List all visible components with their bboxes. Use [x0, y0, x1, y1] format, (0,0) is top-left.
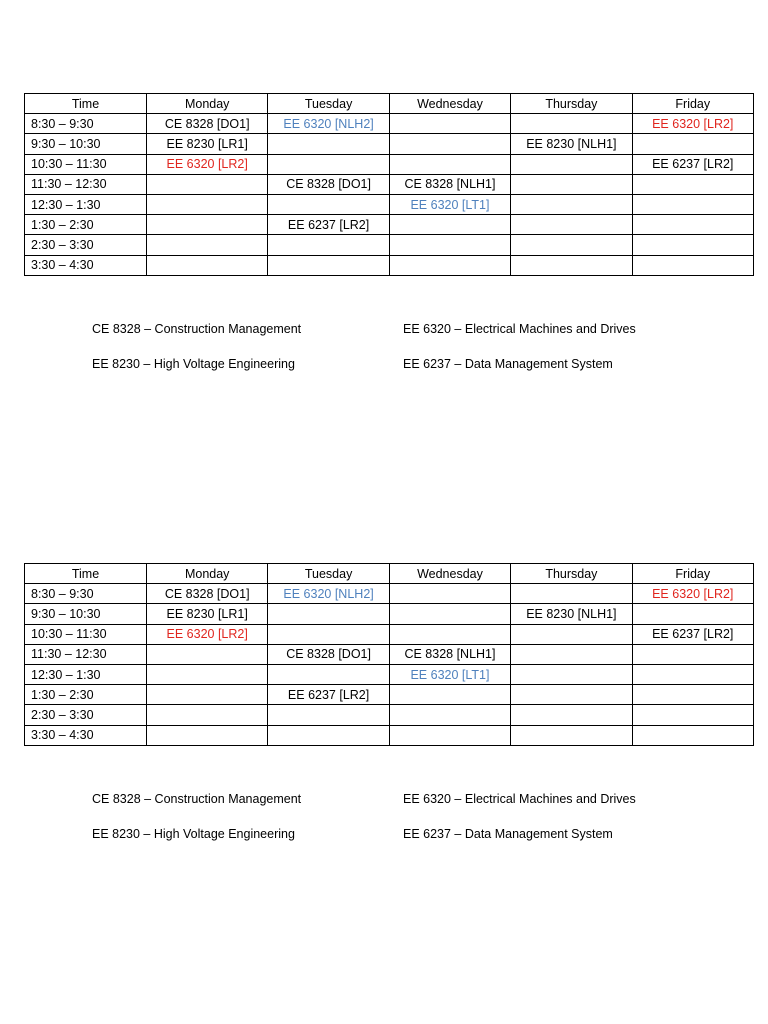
class-cell: EE 6237 [LR2]	[632, 154, 753, 174]
class-cell	[511, 685, 632, 705]
class-cell	[268, 235, 389, 255]
table-row	[25, 154, 754, 174]
class-cell: EE 8230 [LR1]	[147, 604, 268, 624]
timetable-body	[25, 114, 754, 276]
class-cell	[632, 725, 753, 745]
class-cell	[511, 255, 632, 275]
table-row	[25, 705, 754, 725]
time-slot-cell: 3:30 – 4:30	[25, 255, 147, 275]
class-cell	[268, 705, 389, 725]
class-cell	[511, 584, 632, 604]
legend-item: EE 6320 – Electrical Machines and Drives	[403, 792, 636, 806]
class-cell	[511, 215, 632, 235]
class-cell	[268, 604, 389, 624]
header-row	[25, 564, 754, 584]
table-row	[25, 194, 754, 214]
header-row	[25, 94, 754, 114]
class-cell	[268, 664, 389, 684]
time-slot-cell: 1:30 – 2:30	[25, 685, 147, 705]
table-row	[25, 604, 754, 624]
class-cell	[632, 604, 753, 624]
header-cell: Monday	[147, 564, 268, 584]
class-cell	[632, 174, 753, 194]
legend-item: EE 6237 – Data Management System	[403, 827, 613, 841]
class-cell	[632, 134, 753, 154]
class-cell	[147, 644, 268, 664]
time-slot-cell: 12:30 – 1:30	[25, 194, 147, 214]
class-cell: EE 6320 [LR2]	[147, 154, 268, 174]
class-cell	[147, 174, 268, 194]
class-cell	[632, 664, 753, 684]
class-cell	[511, 174, 632, 194]
class-cell	[389, 604, 510, 624]
class-cell: EE 6320 [LR2]	[632, 584, 753, 604]
time-slot-cell: 9:30 – 10:30	[25, 604, 147, 624]
time-slot-cell: 9:30 – 10:30	[25, 134, 147, 154]
header-cell: Thursday	[511, 564, 632, 584]
class-cell: EE 6320 [LR2]	[632, 114, 753, 134]
header-cell: Time	[25, 564, 147, 584]
time-slot-cell: 2:30 – 3:30	[25, 705, 147, 725]
class-cell	[268, 134, 389, 154]
timetable-body	[25, 584, 754, 746]
class-cell: EE 6320 [LT1]	[389, 664, 510, 684]
class-cell	[147, 215, 268, 235]
time-slot-cell: 3:30 – 4:30	[25, 725, 147, 745]
time-slot-cell: 10:30 – 11:30	[25, 154, 147, 174]
header-cell: Wednesday	[389, 94, 510, 114]
time-slot-cell: 11:30 – 12:30	[25, 644, 147, 664]
class-cell: CE 8328 [NLH1]	[389, 174, 510, 194]
class-cell	[389, 255, 510, 275]
table-row	[25, 685, 754, 705]
table-row	[25, 174, 754, 194]
class-cell: EE 6237 [LR2]	[632, 624, 753, 644]
class-cell	[268, 194, 389, 214]
class-cell	[632, 685, 753, 705]
header-cell: Wednesday	[389, 564, 510, 584]
time-slot-cell: 10:30 – 11:30	[25, 624, 147, 644]
class-cell	[632, 215, 753, 235]
table-row	[25, 134, 754, 154]
class-cell	[632, 644, 753, 664]
class-cell	[389, 705, 510, 725]
class-cell	[632, 194, 753, 214]
class-cell: EE 8230 [LR1]	[147, 134, 268, 154]
class-cell	[511, 114, 632, 134]
timetable	[24, 563, 754, 746]
class-cell	[147, 725, 268, 745]
time-slot-cell: 12:30 – 1:30	[25, 664, 147, 684]
class-cell	[389, 584, 510, 604]
legend-item: EE 8230 – High Voltage Engineering	[92, 827, 295, 841]
table-row	[25, 584, 754, 604]
class-cell	[632, 235, 753, 255]
class-cell: CE 8328 [NLH1]	[389, 644, 510, 664]
class-cell	[147, 705, 268, 725]
class-cell	[511, 705, 632, 725]
class-cell	[511, 624, 632, 644]
timetable	[24, 93, 754, 276]
header-cell: Time	[25, 94, 147, 114]
class-cell	[147, 664, 268, 684]
time-slot-cell: 8:30 – 9:30	[25, 114, 147, 134]
class-cell	[268, 154, 389, 174]
table-row	[25, 235, 754, 255]
table-row	[25, 215, 754, 235]
class-cell: EE 6237 [LR2]	[268, 685, 389, 705]
class-cell	[511, 664, 632, 684]
class-cell	[511, 154, 632, 174]
legend-item: EE 6320 – Electrical Machines and Drives	[403, 322, 636, 336]
header-cell: Friday	[632, 94, 753, 114]
class-cell	[632, 255, 753, 275]
class-cell: EE 8230 [NLH1]	[511, 604, 632, 624]
class-cell	[389, 154, 510, 174]
class-cell: CE 8328 [DO1]	[147, 584, 268, 604]
class-cell	[389, 114, 510, 134]
class-cell	[389, 134, 510, 154]
class-cell	[389, 235, 510, 255]
time-slot-cell: 8:30 – 9:30	[25, 584, 147, 604]
class-cell: CE 8328 [DO1]	[147, 114, 268, 134]
class-cell	[511, 644, 632, 664]
class-cell	[511, 235, 632, 255]
header-cell: Monday	[147, 94, 268, 114]
class-cell	[511, 194, 632, 214]
legend-item: CE 8328 – Construction Management	[92, 792, 302, 806]
class-cell: EE 6237 [LR2]	[268, 215, 389, 235]
class-cell	[147, 235, 268, 255]
legend-item: CE 8328 – Construction Management	[92, 322, 302, 336]
table-row	[25, 624, 754, 644]
time-slot-cell: 11:30 – 12:30	[25, 174, 147, 194]
class-cell	[268, 624, 389, 644]
class-cell	[268, 255, 389, 275]
class-cell: EE 6320 [NLH2]	[268, 584, 389, 604]
header-cell: Friday	[632, 564, 753, 584]
class-cell: EE 8230 [NLH1]	[511, 134, 632, 154]
class-cell: EE 6320 [LR2]	[147, 624, 268, 644]
table-row	[25, 255, 754, 275]
time-slot-cell: 2:30 – 3:30	[25, 235, 147, 255]
legend-item: EE 6237 – Data Management System	[403, 357, 613, 371]
class-cell: CE 8328 [DO1]	[268, 174, 389, 194]
class-cell: EE 6320 [LT1]	[389, 194, 510, 214]
class-cell	[147, 255, 268, 275]
table-row	[25, 664, 754, 684]
class-cell	[389, 725, 510, 745]
class-cell	[268, 725, 389, 745]
time-slot-cell: 1:30 – 2:30	[25, 215, 147, 235]
class-cell	[632, 705, 753, 725]
class-cell: EE 6320 [NLH2]	[268, 114, 389, 134]
header-cell: Thursday	[511, 94, 632, 114]
class-cell	[389, 624, 510, 644]
header-cell: Tuesday	[268, 94, 389, 114]
class-cell	[147, 194, 268, 214]
class-cell: CE 8328 [DO1]	[268, 644, 389, 664]
class-cell	[511, 725, 632, 745]
class-cell	[389, 685, 510, 705]
class-cell	[147, 685, 268, 705]
legend-item: EE 8230 – High Voltage Engineering	[92, 357, 295, 371]
table-row	[25, 644, 754, 664]
class-cell	[389, 215, 510, 235]
table-row	[25, 114, 754, 134]
table-row	[25, 725, 754, 745]
header-cell: Tuesday	[268, 564, 389, 584]
